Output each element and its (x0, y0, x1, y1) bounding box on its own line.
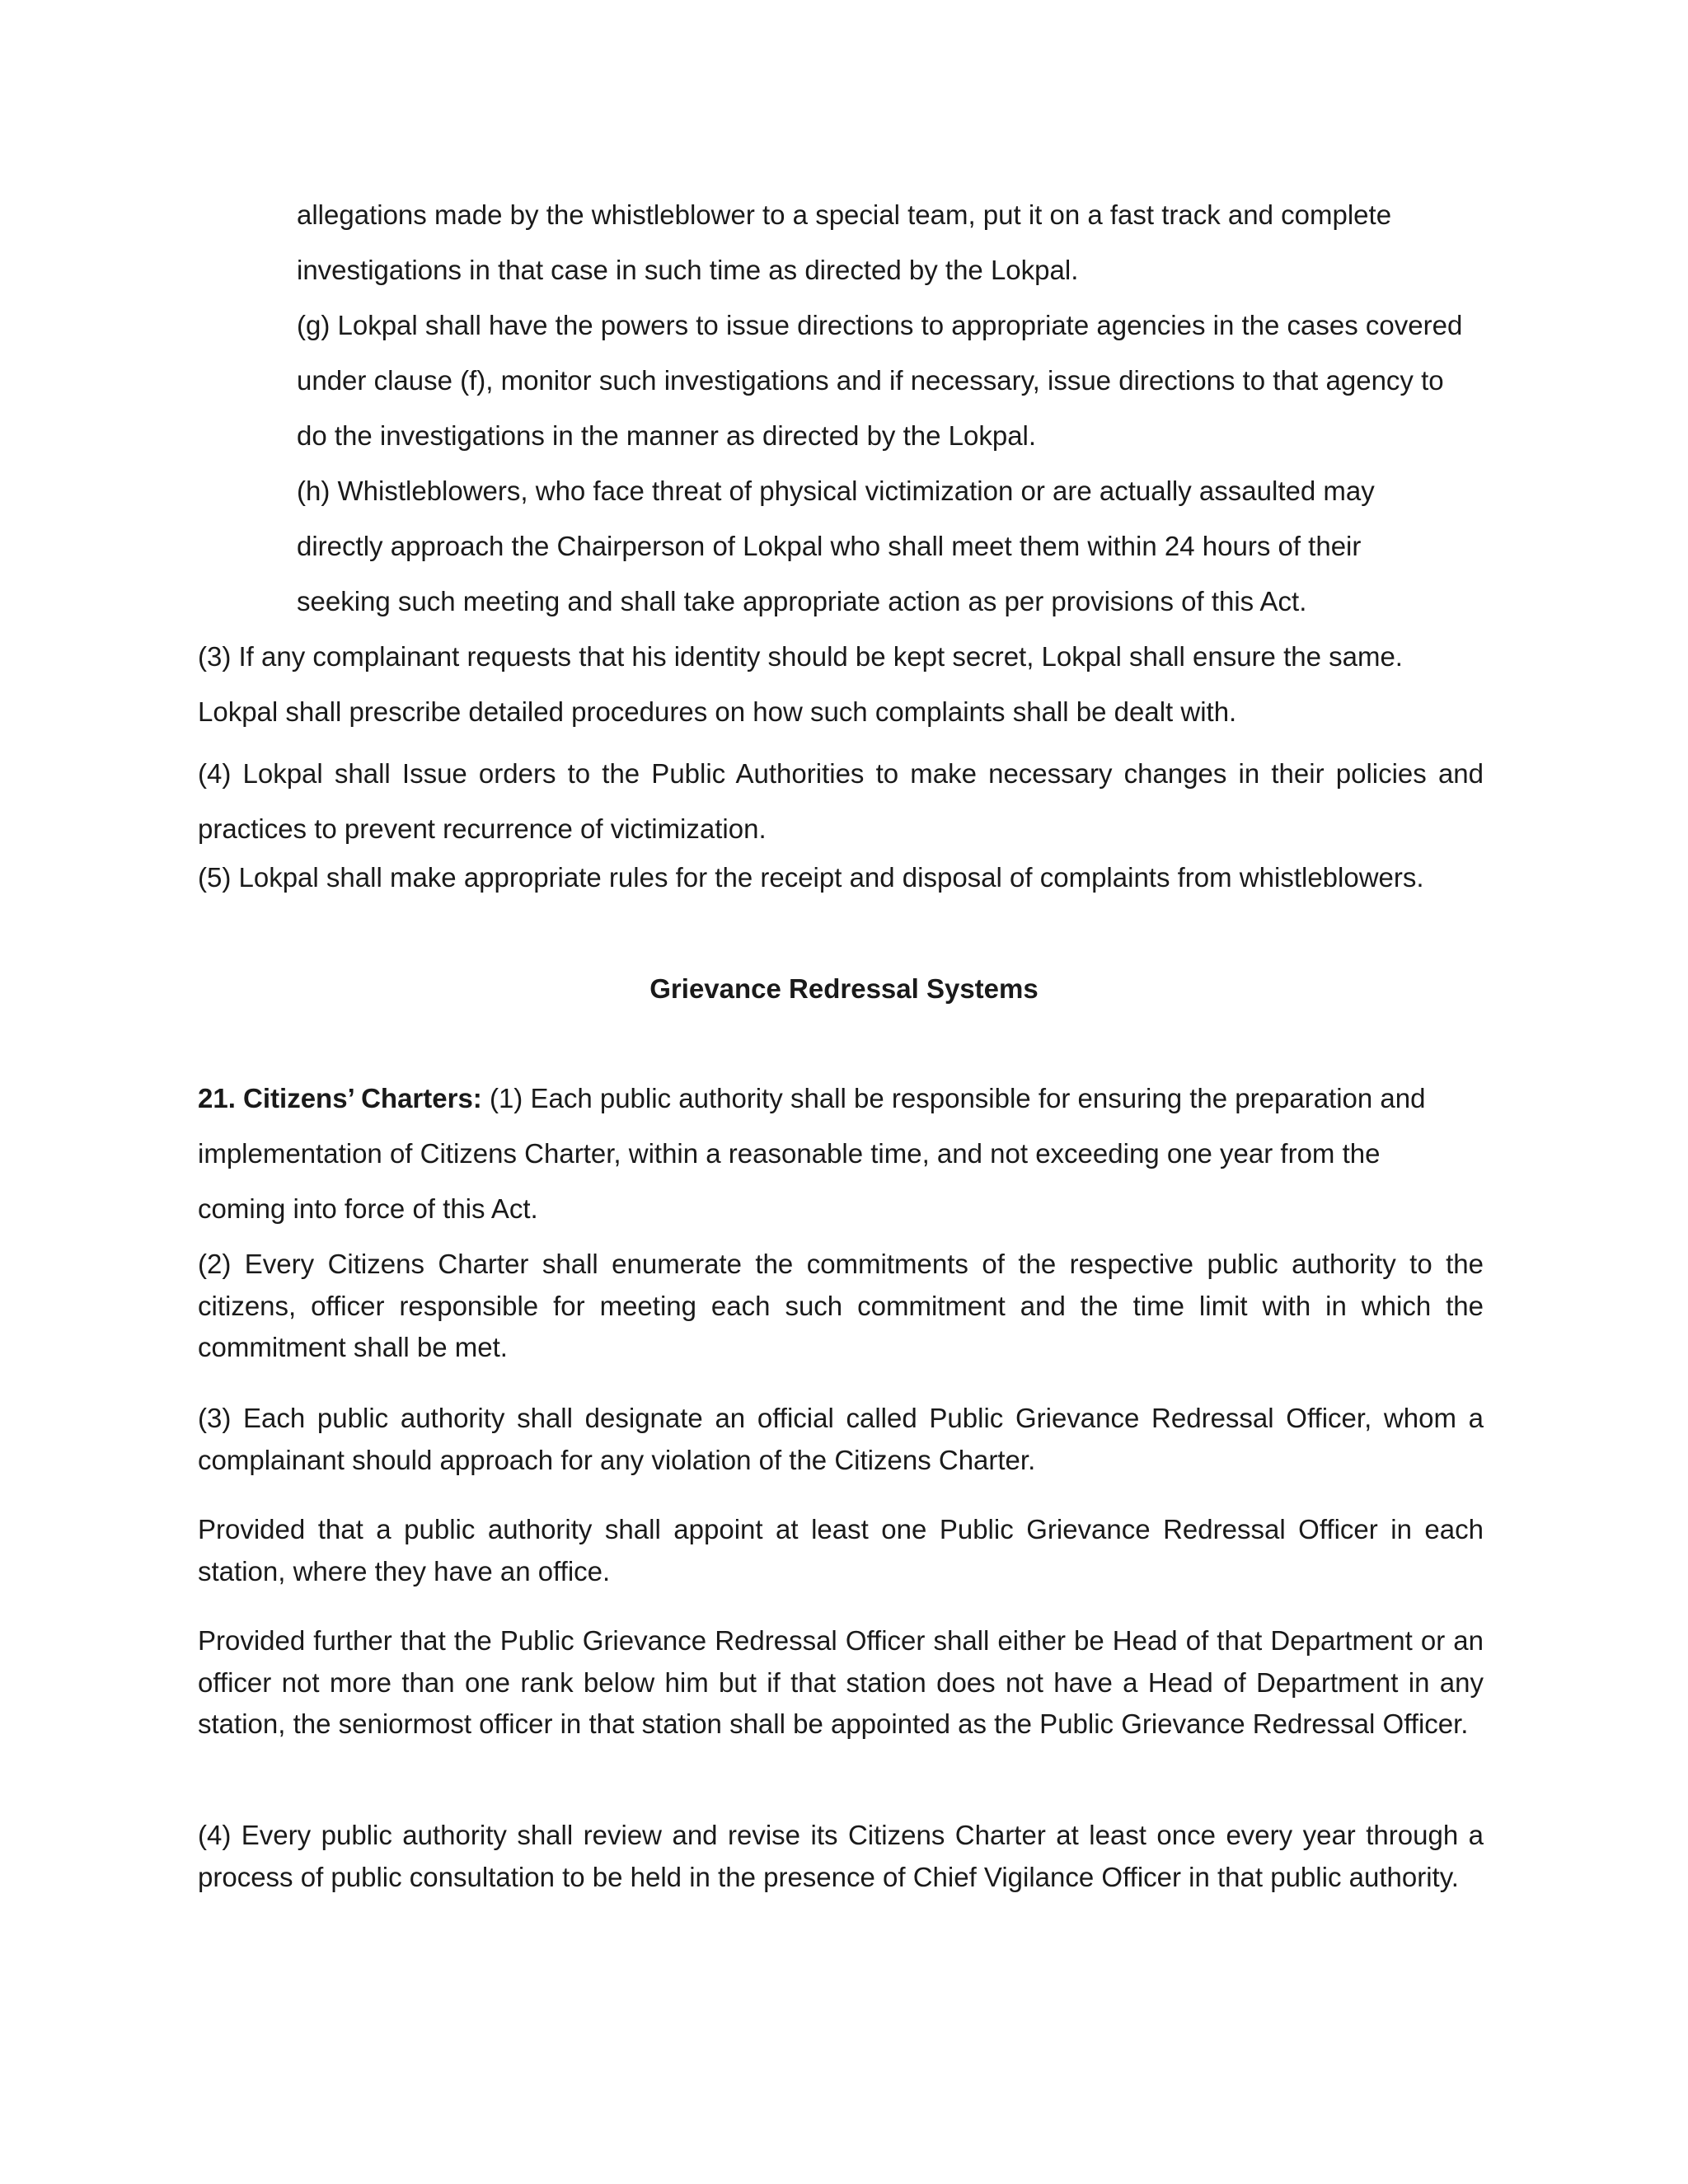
section-21-line3: coming into force of this Act. (198, 1193, 538, 1224)
text-line: directly approach the Chairperson of Lokpal who shall meet them within 24 hours of their (297, 531, 1362, 561)
paragraph-proviso-2: Provided further that the Public Grievance Redressal Officer shall either be Head of that Department or an officer not more than one rank below him but if that station does not have a Head of Department in any station, the seniormost officer in that station shall be appointed as the Public Grievance Redressal Officer. (198, 1625, 1484, 1739)
section-21-line2: implementation of Citizens Charter, within a reasonable time, and not exceeding one year from the (198, 1138, 1381, 1169)
section-21-label: 21. Citizens’ Charters: (198, 1083, 482, 1113)
clause-4-paragraph: (4) Lokpal shall Issue orders to the Public Authorities to make necessary changes in their policies and practices to prevent recurrence of victimization. (198, 758, 1484, 844)
section-21-line1: (1) Each public authority shall be responsible for ensuring the preparation and (481, 1083, 1426, 1113)
paragraph-4: (4) Every public authority shall review and revise its Citizens Charter at least once every year through a process of public consultation to be held in the presence of Chief Vigilance Officer in that public authority. (198, 1820, 1484, 1892)
text-line: do the investigations in the manner as directed by the Lokpal. (297, 420, 1037, 451)
text-line: seeking such meeting and shall take appropriate action as per provisions of this Act. (297, 586, 1307, 616)
clause-3-line: (3) If any complainant requests that his identity should be kept secret, Lokpal shall ensure the same. (198, 641, 1403, 672)
text-line: Lokpal shall prescribe detailed procedures on how such complaints shall be dealt with. (198, 696, 1237, 727)
text-line: allegations made by the whistleblower to a special team, put it on a fast track and complete (297, 199, 1392, 230)
text-line: investigations in that case in such time as directed by the Lokpal. (297, 255, 1079, 285)
text-line: under clause (f), monitor such investigations and if necessary, issue directions to that agency to (297, 365, 1444, 396)
section-heading: Grievance Redressal Systems (649, 973, 1039, 1004)
paragraph-2: (2) Every Citizens Charter shall enumerate the commitments of the respective public authority to the citizens, officer responsible for meeting each such commitment and the time limit with in which the commitment shall be met. (198, 1249, 1484, 1362)
section-21-first-line (198, 1082, 1425, 1115)
clause-g-line: (g) Lokpal shall have the powers to issue directions to appropriate agencies in the cases covered (297, 310, 1463, 340)
clause-5-line: (5) Lokpal shall make appropriate rules for the receipt and disposal of complaints from whistleblowers. (198, 862, 1424, 893)
clause-h-line: (h) Whistleblowers, who face threat of physical victimization or are actually assaulted may (297, 476, 1375, 506)
paragraph-proviso-1: Provided that a public authority shall appoint at least one Public Grievance Redressal Officer in each station, where they have an office. (198, 1514, 1484, 1586)
paragraph-3: (3) Each public authority shall designate an official called Public Grievance Redressal Officer, whom a complainant should approach for any violation of the Citizens Charter. (198, 1403, 1484, 1475)
